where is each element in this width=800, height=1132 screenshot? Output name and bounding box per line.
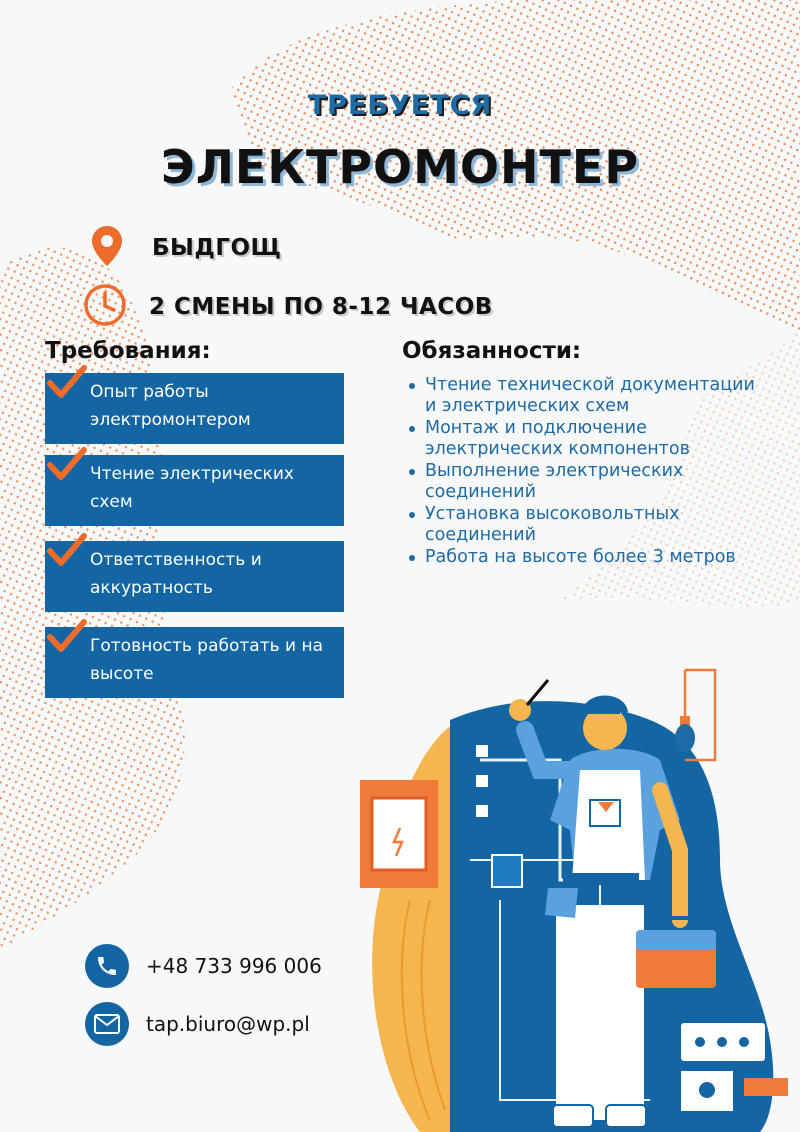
duties-heading: Обязанности: — [402, 338, 582, 364]
duty-item: Установка высоковольтных соединений — [402, 504, 762, 546]
envelope-icon — [85, 1002, 129, 1046]
shifts-row — [83, 283, 493, 331]
requirement-item — [45, 373, 344, 444]
checkmark-icon — [47, 533, 87, 576]
location-text: БЫДГОЩ — [152, 235, 282, 261]
duty-item: Работа на высоте более 3 метров — [402, 547, 762, 568]
requirement-item — [45, 627, 344, 698]
requirements-heading: Требования: — [45, 338, 211, 364]
contact-phone-row — [85, 944, 322, 988]
clock-icon — [83, 283, 127, 331]
location-row — [92, 226, 282, 270]
duty-item: Монтаж и подключение электрических компонентов — [402, 418, 762, 460]
duty-item: Чтение технической документации и электрических схем — [402, 375, 762, 417]
duties-list — [402, 375, 762, 569]
electrician-illustration — [356, 660, 800, 1132]
phone-number[interactable]: +48 733 996 006 — [146, 954, 322, 978]
page-title: ЭЛЕКТРОМОНТЕР — [160, 140, 640, 194]
checkmark-icon — [47, 365, 87, 408]
checkmark-icon — [47, 447, 87, 490]
contact-email-row — [85, 1002, 310, 1046]
checkmark-icon — [47, 619, 87, 662]
requirement-text: Ответственность и аккуратность — [90, 550, 262, 598]
requirement-text: Чтение электрических схем — [90, 464, 294, 512]
shifts-text: 2 СМЕНЫ ПО 8-12 ЧАСОВ — [149, 294, 493, 320]
email-address[interactable]: tap.biuro@wp.pl — [146, 1012, 310, 1036]
duty-item: Выполнение электрических соединений — [402, 461, 762, 503]
light-bulb — [675, 724, 695, 752]
requirement-item — [45, 541, 344, 612]
map-pin-icon — [92, 226, 122, 270]
phone-icon — [85, 944, 129, 988]
requirement-text: Готовность работать и на высоте — [90, 636, 324, 684]
requirement-text: Опыт работы электромонтером — [90, 382, 251, 430]
requirement-item — [45, 455, 344, 526]
page-kicker: ТРЕБУЕТСЯ — [307, 90, 493, 121]
